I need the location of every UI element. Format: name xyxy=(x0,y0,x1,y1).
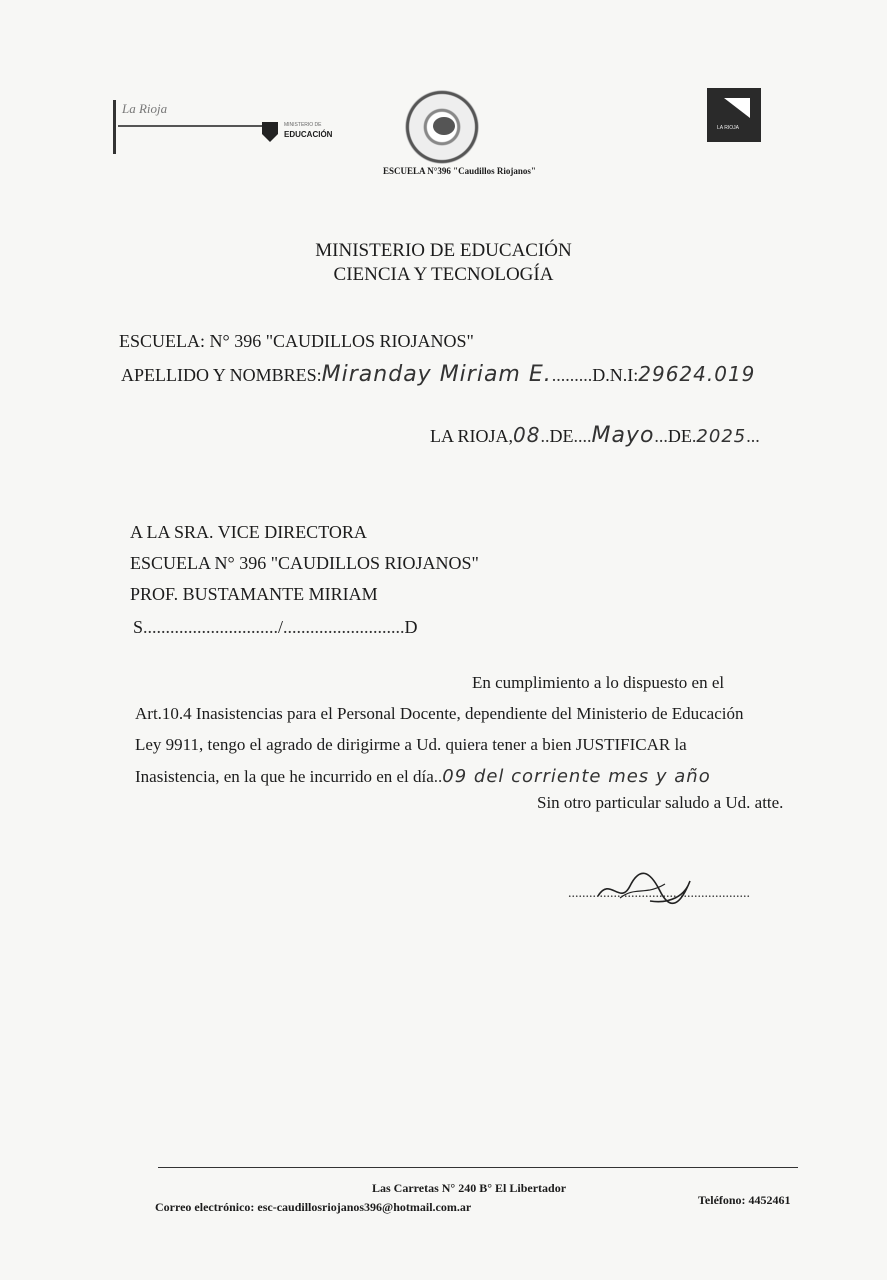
footer-address: Las Carretas N° 240 B° El Libertador xyxy=(372,1181,567,1195)
year-value: 2025 xyxy=(696,426,747,447)
dni-value: 29624.019 xyxy=(638,362,756,386)
closing-line: Sin otro particular saludo a Ud. atte. xyxy=(537,793,784,812)
sd-start: S xyxy=(133,617,144,637)
name-dots: ......... xyxy=(551,365,593,385)
page-title-line1: MINISTERIO DE EDUCACIÓN xyxy=(315,240,572,261)
de-label-1: DE xyxy=(549,426,574,446)
signature-icon xyxy=(590,866,700,912)
sd-mid: / xyxy=(278,617,284,637)
footer-email: Correo electrónico: esc-caudillosriojanos396@hotmail.com.ar xyxy=(155,1200,472,1214)
name-value: Miranday Miriam E. xyxy=(321,362,552,387)
body-line2: Art.10.4 Inasistencias para el Personal Docente, dependiente del Ministerio de Educación xyxy=(135,704,744,723)
absence-date-handwritten: 09 del corriente mes y año xyxy=(442,766,711,787)
school-caption: ESCUELA N°396 "Caudillos Riojanos" xyxy=(383,166,536,176)
left-logo-line xyxy=(118,125,263,127)
footer-phone: Teléfono: 4452461 xyxy=(698,1193,791,1207)
name-row xyxy=(121,362,755,387)
page-title-line2: CIENCIA Y TECNOLOGÍA xyxy=(333,264,554,285)
name-label: APELLIDO Y NOMBRES: xyxy=(121,365,322,385)
addressee-line3: PROF. BUSTAMANTE MIRIAM xyxy=(130,584,378,604)
body-line1: En cumplimiento a lo dispuesto en el xyxy=(472,673,725,692)
la-rioja-logo-icon xyxy=(707,88,761,142)
ministry-logo-text: EDUCACIÓN xyxy=(284,130,333,139)
ministry-shield-icon xyxy=(262,122,278,142)
sd-line: S............................../...........................D xyxy=(133,617,418,637)
day-value: 08 xyxy=(513,423,541,447)
signature-line: .................................................... xyxy=(568,886,750,901)
date-row: LA RIOJA,08..DE....Mayo...DE.2025... xyxy=(430,423,760,448)
footer-rule xyxy=(158,1167,798,1168)
body-line4: Inasistencia, en la que he incurrido en el día..09 del corriente mes y año xyxy=(135,766,711,787)
left-logo-text: La Rioja xyxy=(122,101,168,116)
sd-end: D xyxy=(404,617,418,637)
addressee-line2: ESCUELA N° 396 "CAUDILLOS RIOJANOS" xyxy=(130,553,479,573)
school-field: ESCUELA: N° 396 "CAUDILLOS RIOJANOS" xyxy=(119,331,474,351)
school-seal-center xyxy=(433,117,455,135)
ministry-logo-small: MINISTERIO DE xyxy=(284,122,322,128)
de-label-2: DE xyxy=(667,426,692,446)
dni-label: D.N.I: xyxy=(592,365,639,385)
left-logo-bar xyxy=(113,100,116,154)
body-line3: Ley 9911, tengo el agrado de dirigirme a Ud. quiera tener a bien JUSTIFICAR la xyxy=(135,735,687,754)
month-value: Mayo xyxy=(591,423,655,448)
addressee-line1: A LA SRA. VICE DIRECTORA xyxy=(130,522,367,542)
body-line4-text: Inasistencia, en la que he incurrido en el día xyxy=(135,767,434,786)
city-label: LA RIOJA, xyxy=(430,426,514,446)
la-rioja-logo-text: LA RIOJA xyxy=(717,125,739,131)
